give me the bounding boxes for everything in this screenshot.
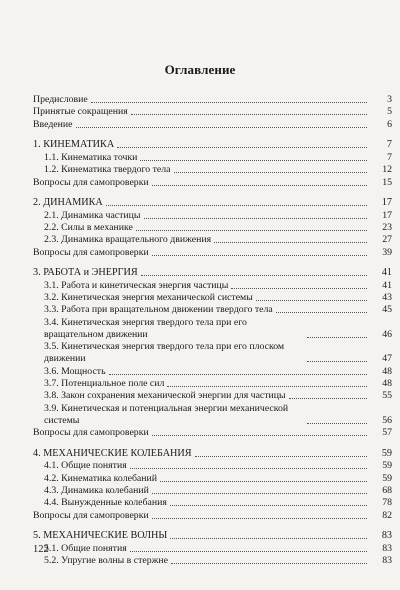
page-title: Оглавление — [164, 62, 236, 77]
toc-entry-label: 2.2. Силы в механике — [44, 221, 133, 233]
toc-entry-label: 3.9. Кинетическая и потенциальная энергии механической системы — [44, 402, 289, 426]
toc-chapter-3[interactable] — [33, 267, 392, 279]
toc-chapter-label: 3. РАБОТА и ЭНЕРГИЯ — [33, 267, 138, 279]
toc-page-number: 39 — [382, 246, 392, 258]
toc-entry-label: 3.5. Кинетическая энергия твердого тела при его плоском движении — [44, 341, 285, 365]
toc-entry-label: Вопросы для самопроверки — [33, 427, 149, 439]
toc-section-3-5[interactable] — [33, 341, 392, 365]
leader-dots — [170, 505, 367, 506]
toc-page-number: 48 — [382, 377, 392, 389]
toc-entry-label: 3.4. Кинетическая энергия твердого тела при его вращательном движении — [44, 316, 247, 340]
leader-dots — [91, 102, 367, 103]
leader-dots — [167, 386, 367, 387]
leader-dots — [307, 423, 367, 424]
leader-dots — [131, 114, 367, 115]
toc-chapter-2[interactable] — [33, 197, 392, 209]
toc-page-number: 41 — [382, 279, 392, 291]
toc-entry-label: Вопросы для самопроверки — [33, 246, 149, 258]
toc-entry-label: Принятые сокращения — [33, 106, 128, 118]
page-number-footer: 122 — [33, 544, 49, 555]
toc-entry-label: 3.8. Закон сохранения механической энергии для частицы — [44, 390, 286, 402]
leader-dots — [136, 230, 367, 231]
toc-section-4-3[interactable] — [33, 485, 392, 497]
toc-review-questions-2[interactable] — [33, 247, 392, 259]
toc-page-number: 68 — [382, 484, 392, 496]
toc-section-5-1[interactable] — [33, 543, 392, 555]
toc-page-number: 48 — [382, 365, 392, 377]
toc-chapter-1[interactable] — [33, 139, 392, 151]
toc-entry-label: 3.2. Кинетическая энергия механической системы — [44, 292, 253, 304]
toc-section-4-4[interactable] — [33, 497, 392, 509]
leader-dots — [144, 218, 368, 219]
leader-dots — [214, 242, 367, 243]
table-of-contents — [33, 94, 392, 567]
toc-page-number: 17 — [381, 197, 392, 209]
toc-entry-label: 3.6. Мощность — [44, 365, 106, 377]
leader-dots — [170, 538, 367, 539]
toc-page-number: 59 — [382, 460, 392, 472]
leader-dots — [160, 481, 367, 482]
toc-section-3-6[interactable] — [33, 366, 392, 378]
toc-section-3-4[interactable] — [33, 317, 392, 341]
toc-page-number: 56 — [382, 414, 392, 426]
toc-chapter-5[interactable] — [33, 530, 392, 542]
toc-entry-label: 4.4. Вынужденные колебания — [44, 497, 167, 509]
toc-section-3-2[interactable] — [33, 292, 392, 304]
toc-page-number: 43 — [382, 292, 392, 304]
toc-page-number: 7 — [387, 151, 392, 163]
leader-dots — [152, 518, 367, 519]
toc-page-number: 27 — [382, 234, 392, 246]
toc-entry-preface[interactable] — [33, 94, 392, 106]
toc-page-number: 12 — [382, 164, 392, 176]
toc-section-1-1[interactable] — [33, 152, 392, 164]
leader-dots — [256, 300, 367, 301]
toc-entry-label: 4.2. Кинематика колебаний — [44, 472, 158, 484]
toc-page-number: 17 — [382, 209, 392, 221]
toc-page-number: 59 — [382, 472, 392, 484]
toc-chapter-label: 5. МЕХАНИЧЕСКИЕ ВОЛНЫ — [33, 530, 168, 542]
toc-page-number: 47 — [382, 353, 392, 365]
toc-entry-label: 4.3. Динамика колебаний — [44, 484, 149, 496]
leader-dots — [231, 288, 367, 289]
leader-dots — [171, 563, 367, 564]
toc-page-number: 45 — [382, 304, 392, 316]
toc-entry-label: 5.1. Общие понятия — [44, 542, 127, 554]
toc-page-number: 7 — [386, 139, 392, 151]
toc-entry-label: 5.2. Упругие волны в стержне — [44, 555, 168, 567]
toc-section-2-2[interactable] — [33, 222, 392, 234]
toc-entry-label: 2.1. Динамика частицы — [44, 209, 141, 221]
toc-section-2-1[interactable] — [33, 210, 392, 222]
toc-section-3-7[interactable] — [33, 378, 392, 390]
toc-page-number: 3 — [387, 94, 392, 105]
toc-entry-label: 1.1. Кинематика точки — [44, 151, 138, 163]
toc-page-number: 83 — [381, 530, 392, 542]
toc-page-number: 57 — [382, 427, 392, 439]
toc-entry-label: Вопросы для самопроверки — [33, 176, 149, 188]
leader-dots — [152, 435, 367, 436]
toc-page-number: 55 — [382, 390, 392, 402]
leader-dots — [76, 127, 368, 128]
toc-chapter-label: 2. ДИНАМИКА — [33, 197, 103, 209]
toc-entry-abbreviations[interactable] — [33, 106, 392, 118]
toc-section-3-1[interactable] — [33, 280, 392, 292]
leader-dots — [174, 172, 367, 173]
leader-dots — [276, 312, 367, 313]
toc-section-5-2[interactable] — [33, 555, 392, 567]
toc-page-number: 41 — [381, 267, 392, 279]
toc-page-number: 15 — [382, 176, 392, 188]
toc-entry-label: 3.3. Работа при вращательном движении твердого тела — [44, 304, 273, 316]
toc-entry-label: 2.3. Динамика вращательного движения — [44, 234, 212, 246]
leader-dots — [195, 456, 367, 457]
toc-entry-label: 3.1. Работа и кинетическая энергия частицы — [44, 279, 229, 291]
toc-chapter-label: 1. КИНЕМАТИКА — [33, 139, 115, 151]
toc-page-number: 59 — [381, 447, 392, 459]
leader-dots — [307, 361, 367, 362]
leader-dots — [289, 398, 367, 399]
toc-chapter-label: 4. МЕХАНИЧЕСКИЕ КОЛЕБАНИЯ — [33, 447, 192, 459]
toc-entry-label: 4.1. Общие понятия — [44, 460, 127, 472]
toc-entry-label: 1.2. Кинематика твердого тела — [44, 164, 171, 176]
toc-page-number: 6 — [387, 118, 392, 130]
toc-page-number: 82 — [382, 509, 392, 521]
toc-entry-label: Вопросы для самопроверки — [33, 509, 149, 521]
toc-entry-label: 3.7. Потенциальное поле сил — [44, 377, 165, 389]
toc-section-4-2[interactable] — [33, 473, 392, 485]
toc-section-2-3[interactable] — [33, 234, 392, 246]
toc-review-questions-4[interactable] — [33, 510, 392, 522]
leader-dots — [130, 551, 367, 552]
toc-section-3-3[interactable] — [33, 304, 392, 316]
leader-dots — [130, 468, 367, 469]
toc-entry-label: Введение — [33, 118, 73, 130]
leader-dots — [117, 147, 367, 148]
leader-dots — [152, 493, 367, 494]
toc-section-1-2[interactable] — [33, 164, 392, 176]
toc-entry-introduction[interactable] — [33, 119, 392, 131]
toc-page-number: 83 — [382, 555, 392, 567]
leader-dots — [141, 275, 367, 276]
toc-section-3-9[interactable] — [33, 403, 392, 427]
toc-chapter-4[interactable] — [33, 448, 392, 460]
leader-dots — [307, 337, 367, 338]
toc-page-number: 23 — [382, 221, 392, 233]
leader-dots — [109, 374, 367, 375]
leader-dots — [152, 185, 367, 186]
toc-page-number: 5 — [387, 106, 392, 118]
toc-review-questions-3[interactable] — [33, 427, 392, 439]
toc-entry-label: Предисловие — [33, 94, 88, 105]
leader-dots — [140, 160, 367, 161]
toc-section-3-8[interactable] — [33, 390, 392, 402]
toc-page-number: 78 — [382, 497, 392, 509]
toc-section-4-1[interactable] — [33, 460, 392, 472]
toc-page-number: 83 — [382, 542, 392, 554]
leader-dots — [152, 255, 367, 256]
toc-page-number: 46 — [382, 328, 392, 340]
toc-review-questions-1[interactable] — [33, 177, 392, 189]
leader-dots — [106, 205, 367, 206]
